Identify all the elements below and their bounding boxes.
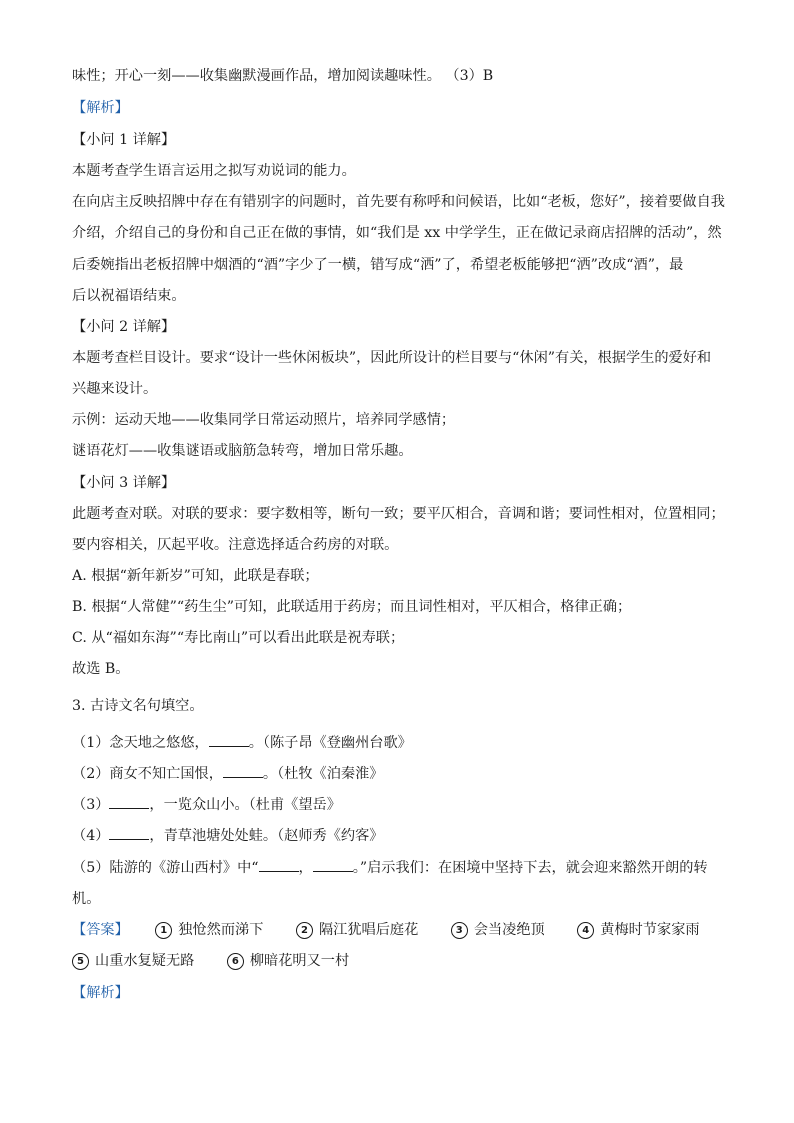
answer-blank: [313, 859, 353, 872]
answer-row-2: [72, 951, 377, 971]
circled-number-icon: 2: [296, 922, 313, 939]
circled-number-icon: 4: [577, 922, 594, 939]
text-line: 在向店主反映招牌中存在有错别字的问题时，首先要有称呼和问候语，比如“老板，您好”，接着要做自我: [72, 194, 725, 210]
answer-blank: [259, 859, 299, 872]
fill-item-5-continued: 机。: [72, 891, 101, 907]
fill-item-1: （1）念天地之悠悠， 。（陈子昂《登幽州台歌》: [72, 735, 412, 751]
fill-item-4: （4） ，青草池塘处处蛙。（赵师秀《约客》: [72, 828, 384, 844]
answer-item: 6 柳暗花明又一村: [227, 953, 349, 969]
fill-item-5: （5）陆游的《游山西村》中“ ， 。”启示我们：在困境中坚持下去，就会迎来豁然开朗的转: [72, 860, 708, 876]
section-label-analysis-2: 【解析】: [72, 985, 129, 1001]
text-line: 示例：运动天地——收集同学日常运动照片，培养同学感情；: [72, 412, 456, 428]
answer-blank: [109, 827, 149, 840]
text-line: 味性；开心一刻——收集幽默漫画作品，增加阅读趣味性。 （3）B: [72, 68, 494, 84]
text-line: 此题考查对联。对联的要求：要字数相等，断句一致；要平仄相合，音调和谐；要词性相对，位置相同；: [72, 506, 725, 522]
text-line: 谜语花灯——收集谜语或脑筋急转弯，增加日常乐趣。: [72, 443, 413, 459]
text-line: 介绍，介绍自己的身份和自己正在做的事情，如“我们是 xx 中学学生，正在做记录商店招牌的活动”，然: [72, 225, 722, 241]
option-a-line: A. 根据“新年新岁”可知，此联是春联；: [72, 568, 319, 584]
text-line: 兴趣来设计。: [72, 381, 158, 397]
option-b-line: B. 根据“人常健”“药生尘”可知，此联适用于药房；而且词性相对，平仄相合，格律正确；: [72, 599, 632, 615]
subquestion-1-heading: 【小问 1 详解】: [72, 132, 176, 148]
answer-item: 1 独怆然而涕下: [155, 922, 263, 938]
section-label-analysis: 【解析】: [72, 100, 129, 116]
answer-row-1: [72, 920, 700, 940]
subquestion-3-heading: 【小问 3 详解】: [72, 475, 176, 491]
option-c-line: C. 从“福如东海”“寿比南山”可以看出此联是祝寿联；: [72, 630, 405, 646]
text-line: 后以祝福语结束。: [72, 288, 186, 304]
fill-item-2: （2）商女不知亡国恨， 。（杜牧《泊秦淮》: [72, 766, 384, 782]
answer-item: 5 山重水复疑无路: [72, 953, 194, 969]
answer-label: 【答案】: [72, 922, 129, 938]
circled-number-icon: 5: [72, 953, 89, 970]
fill-item-3: （3） ，一览众山小。（杜甫《望岳》: [72, 797, 341, 813]
circled-number-icon: 6: [227, 953, 244, 970]
text-line: 本题考查学生语言运用之拟写劝说词的能力。: [72, 163, 356, 179]
answer-item: 2 隔江犹唱后庭花: [296, 922, 418, 938]
text-line: 本题考查栏目设计。要求“设计一些休闲板块”，因此所设计的栏目要与“休闲”有关，根据学生的爱好和: [72, 350, 712, 366]
answer-blank: [209, 734, 249, 747]
question-3-title: 3. 古诗文名句填空。: [72, 698, 204, 714]
text-line: 要内容相关，仄起平收。注意选择适合药房的对联。: [72, 537, 399, 553]
answer-item: 3 会当凌绝顶: [451, 922, 545, 938]
circled-number-icon: 3: [451, 922, 468, 939]
text-line: 故选 B。: [72, 661, 130, 677]
answer-blank: [109, 796, 149, 809]
answer-blank: [223, 765, 263, 778]
answer-item: 4 黄梅时节家家雨: [577, 922, 699, 938]
text-line: 后委婉指出老板招牌中烟酒的“酒”字少了一横，错写成“洒”了，希望老板能够把“洒”改成“酒”，最: [72, 257, 684, 273]
subquestion-2-heading: 【小问 2 详解】: [72, 319, 176, 335]
circled-number-icon: 1: [155, 922, 172, 939]
